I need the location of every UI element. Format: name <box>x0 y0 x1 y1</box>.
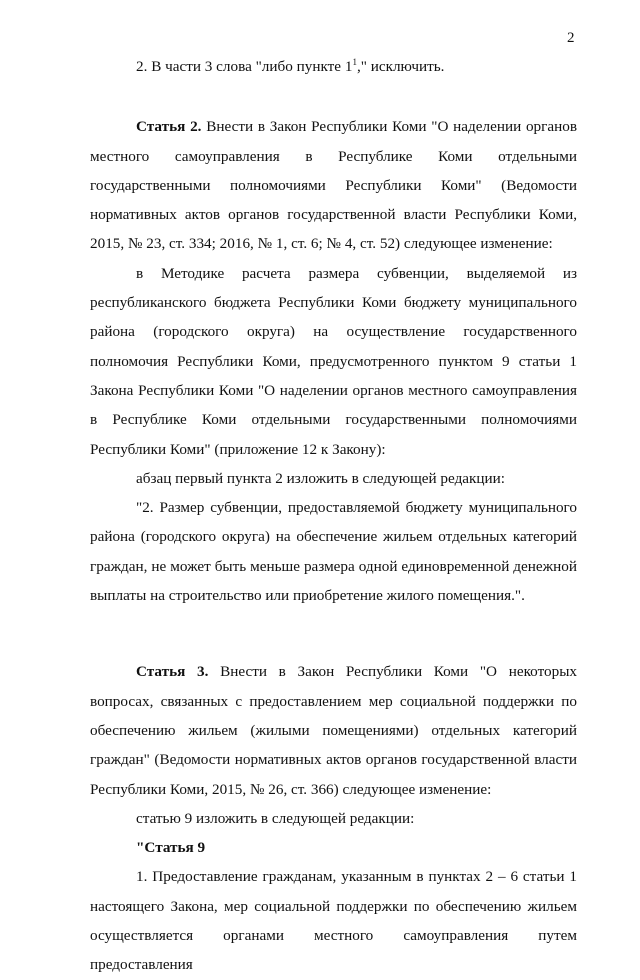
article-3-statya9: статью 9 изложить в следующей редакции: <box>136 809 415 827</box>
article-3-intro <box>90 657 577 803</box>
article-3-intro-text: Внести в Закон Республики Коми "О некоторых вопросах, связанных с предоставлением мер социальной поддержки по обеспечению жильем (жилыми помещениями) отдельных категорий граждан" (Ведомости нормативных актов органов государственной власти Республики Коми, 2015, № 26, ст. 366) следующее изменение: <box>90 663 578 798</box>
article-2-method: в Методике расчета размера субвенции, выделяемой из республиканского бюджета Республики Коми бюджету муниципального района (городского округа) на осуществление государственного полномочия Республики Коми, предусмотренного пунктом 9 статьи 1 Закона Республики Коми "О наделении органов местного самоуправления в Республике Коми отдельными государственными полномочиями Республики Коми" (приложение 12 к Закону): <box>90 264 577 458</box>
p1-after: ," исключить. <box>356 58 445 75</box>
article-2-intro-text: Внести в Закон Республики Коми "О наделении органов местного самоуправления в Республике Коми отдельными государственными полномочиями Республики Коми" (Ведомости нормативных актов органов государственной власти Республики Коми, 2015, № 23, ст. 334; 2016, № 1, ст. 6; № 4, ст. 52) следующее изменение: <box>90 118 577 253</box>
article-3-heading: Статья 3. <box>136 663 209 681</box>
article-2-heading: Статья 2. <box>136 118 202 136</box>
article-9-heading-text: "Статья 9 <box>136 839 206 857</box>
paragraph-part3-amendment <box>90 52 577 81</box>
p1-superscript: 1 <box>352 57 357 67</box>
document-body <box>90 52 577 980</box>
article-2-intro <box>90 112 577 258</box>
article-2-abzac: абзац первый пункта 2 изложить в следующей редакции: <box>136 469 506 487</box>
p1-before: 2. В части 3 слова "либо пункте 1 <box>136 58 353 75</box>
article-2-quote: "2. Размер субвенции, предоставляемой бюджету муниципального района (городского округа) на обеспечение жильем отдельных категорий граждан, не может быть меньше размера одной единовременной денежной выплаты на строительство или приобретение жилого помещения.". <box>90 499 577 605</box>
article-9-item-1: 1. Предоставление гражданам, указанным в пунктах 2 – 6 статьи 1 настоящего Закона, мер социальной поддержки по обеспечению жильем осуществляется органами местного самоуправления путем предоставления <box>90 868 577 974</box>
article-9-heading <box>90 833 577 862</box>
page-number: 2 <box>567 30 575 46</box>
